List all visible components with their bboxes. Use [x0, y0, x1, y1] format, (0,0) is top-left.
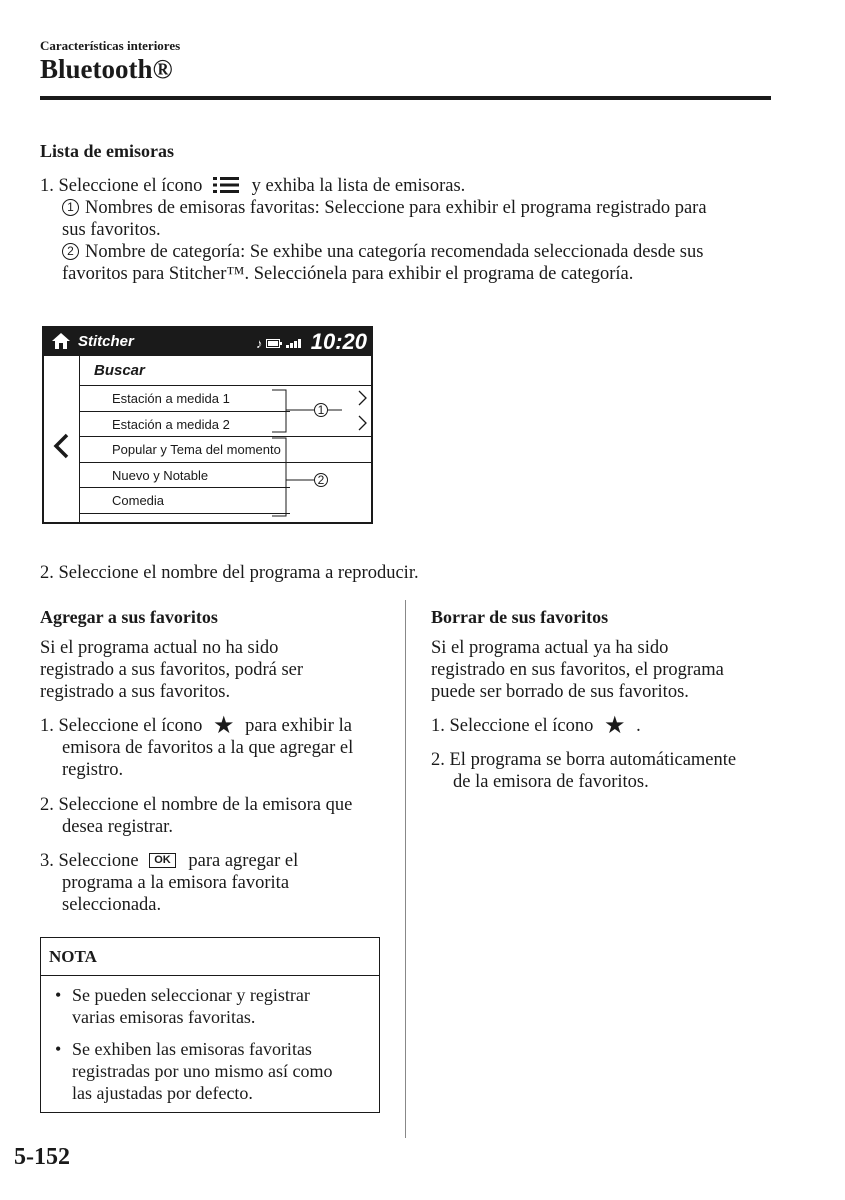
screen-clock: 10:20: [310, 329, 367, 354]
row-divider: [80, 411, 290, 412]
remove-favorites-intro: registrado en sus favoritos, el programa: [431, 660, 724, 680]
add-step2: 2. Seleccione el nombre de la emisora que: [40, 795, 353, 815]
list-icon: [213, 177, 239, 199]
callout-1-description-cont: sus favoritos.: [62, 220, 161, 240]
page-title: Bluetooth®: [40, 54, 173, 84]
battery-icon: [266, 339, 282, 348]
category-row-3[interactable]: Comedia: [112, 493, 165, 508]
add-favorites-intro: Si el programa actual no ha sido: [40, 638, 279, 658]
title-rule: [40, 96, 771, 100]
signal-icon: [286, 338, 302, 348]
callout-marker-2: 2: [62, 243, 79, 260]
callout-1-description: 1 Nombres de emisoras favoritas: Seleccione para exhibir el programa registrado para: [62, 197, 782, 219]
nota-label: NOTA: [49, 947, 97, 966]
star-icon: ★: [212, 711, 235, 739]
back-chevron-icon[interactable]: [52, 432, 70, 465]
nota-bullet-2: Se exhiben las emisoras favoritas registradas por uno mismo así como las ajustadas por defecto.: [72, 1039, 333, 1103]
section-label: Características interiores: [40, 38, 181, 53]
nota-bullet-1: Se pueden seleccionar y registrar varias emisoras favoritas.: [72, 985, 310, 1027]
add-step3-cont: seleccionada.: [62, 895, 162, 915]
add-step2-cont: desea registrar.: [62, 817, 173, 837]
home-icon[interactable]: [52, 333, 70, 354]
star-icon: ★: [603, 711, 626, 739]
category-row-1[interactable]: Popular y Tema del momento: [112, 442, 281, 457]
category-row-2[interactable]: Nuevo y Notable: [112, 468, 209, 483]
remove-favorites-intro: Si el programa actual ya ha sido: [431, 638, 669, 658]
screen-app-name: Stitcher: [78, 333, 134, 350]
stitcher-screen: [42, 326, 373, 524]
add-step1-cont: registro.: [62, 760, 124, 780]
callout-2-description: 2 Nombre de categoría: Se exhibe una categoría recomendada seleccionada desde sus: [62, 241, 792, 263]
station-list-step1: [40, 175, 465, 199]
page-number: 5-152: [14, 1144, 70, 1170]
remove-favorites-intro: puede ser borrado de sus favoritos.: [431, 682, 689, 702]
remove-step2-cont: de la emisora de favoritos.: [453, 772, 649, 792]
step2: [40, 562, 419, 584]
step-text: Seleccione el nombre del programa a reproducir.: [58, 563, 419, 583]
add-favorites-intro: registrado a sus favoritos.: [40, 682, 231, 702]
remove-step2: 2. El programa se borra automáticamente: [431, 750, 737, 770]
callout-2-description-cont: favoritos para Stitcher™. Selecciónela para exhibir el programa de categoría.: [62, 264, 634, 284]
step-text: y exhiba la lista de emisoras.: [251, 176, 466, 196]
add-favorites-intro: registrado a sus favoritos, podrá ser: [40, 660, 304, 680]
add-favorites-heading: Agregar a sus favoritos: [40, 607, 218, 627]
bullet-icon: •: [55, 1039, 62, 1059]
callout-marker-1: 1: [62, 199, 79, 216]
bullet-icon: •: [55, 985, 62, 1005]
step-number: 1.: [40, 176, 54, 196]
add-step1: 1. Seleccione el ícono ★ para exhibir la: [40, 711, 352, 739]
screen-search-label[interactable]: Buscar: [94, 362, 145, 379]
station-row-1[interactable]: Estación a medida 1: [112, 391, 230, 406]
screen-status-bar: [44, 328, 371, 356]
remove-step1: 1. Seleccione el ícono ★ .: [431, 711, 641, 739]
back-column: [44, 356, 80, 522]
station-row-2[interactable]: Estación a medida 2: [112, 417, 230, 432]
add-step1-cont: emisora de favoritos a la que agregar el: [62, 738, 354, 758]
callout-number-2: 2: [314, 473, 328, 487]
step-text: Seleccione el ícono: [58, 176, 203, 196]
ok-button-icon: OK: [149, 853, 176, 868]
music-note-icon: ♪: [256, 336, 263, 351]
step-number: 2.: [40, 563, 54, 583]
status-icons: [256, 336, 302, 351]
nota-header: [41, 938, 379, 976]
add-step3-cont: programa a la emisora favorita: [62, 873, 290, 893]
add-step3: 3. Seleccione OK para agregar el: [40, 851, 299, 871]
callout-number-1: 1: [314, 403, 328, 417]
row-divider: [80, 487, 290, 488]
column-divider: [405, 600, 406, 1138]
row-divider: [80, 513, 290, 514]
station-list-heading: Lista de emisoras: [40, 141, 174, 161]
remove-favorites-heading: Borrar de sus favoritos: [431, 607, 609, 627]
nota-box: [40, 937, 380, 1113]
